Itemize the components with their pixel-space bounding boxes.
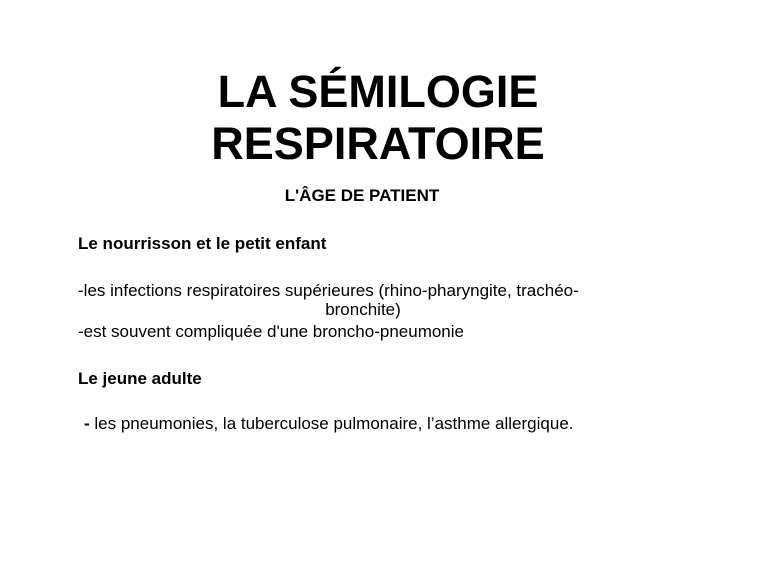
bullet-infections-line-2: bronchite): [325, 300, 401, 319]
bullet-complication: -est souvent compliquée d'une broncho-pneumonie: [78, 322, 464, 341]
slide-subtitle: L'ÂGE DE PATIENT: [284, 186, 440, 205]
section-heading-infant: Le nourrisson et le petit enfant: [78, 234, 327, 253]
section-heading-young-adult: Le jeune adulte: [78, 369, 202, 388]
title-line-1: LA SÉMILOGIE: [217, 66, 539, 117]
bullet-infections: [78, 281, 648, 319]
title-line-2: RESPIRATOIRE: [211, 118, 545, 169]
bullet-dash: -: [84, 414, 95, 433]
bullet-young-adult-text: les pneumonies, la tuberculose pulmonaire, l’asthme allergique.: [94, 414, 574, 433]
slide-title: [150, 66, 606, 170]
bullet-young-adult: [84, 414, 684, 433]
bullet-infections-line-1: -les infections respiratoires supérieures (rhino-pharyngite, trachéo-: [78, 281, 579, 300]
